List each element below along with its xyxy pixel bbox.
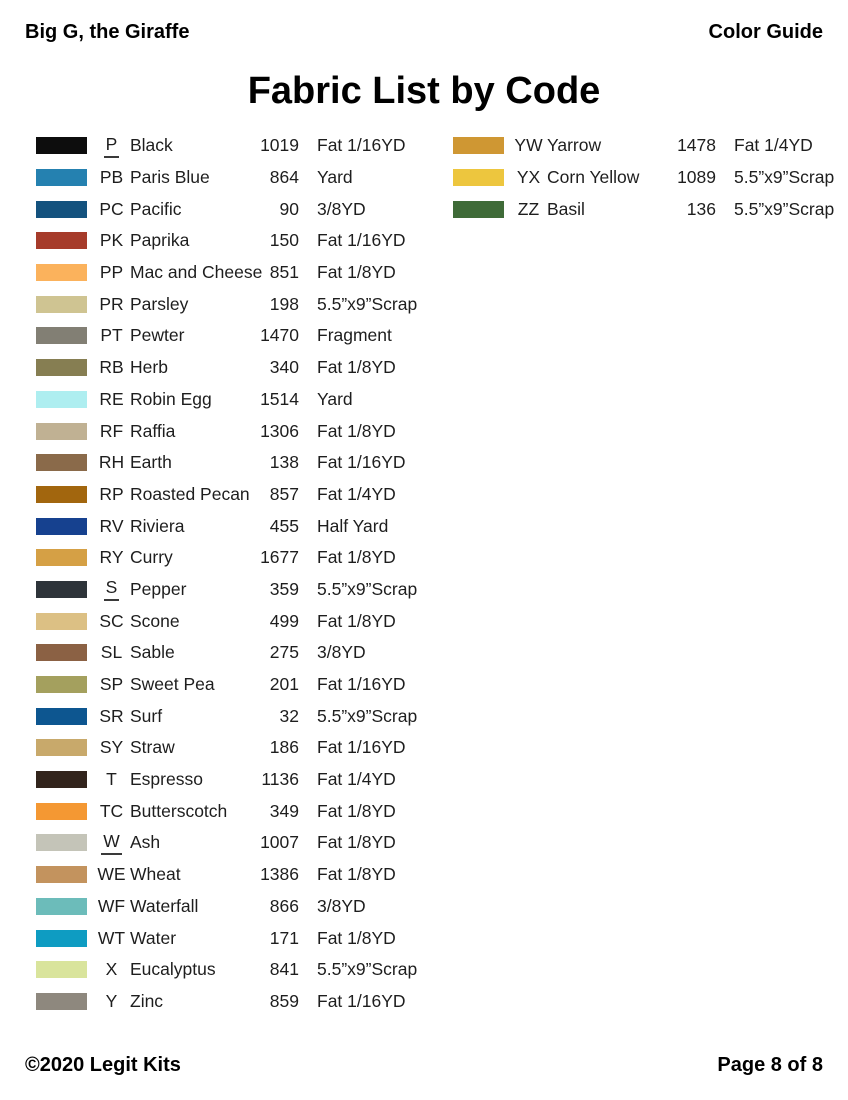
document-subtitle: Color Guide [708, 21, 823, 43]
fabric-number: 1136 [261, 769, 299, 790]
fabric-name: Butterscotch [130, 800, 228, 821]
fabric-name: Earth [130, 452, 172, 473]
fabric-name: Water [130, 927, 177, 948]
fabric-row [36, 479, 417, 511]
copyright-text: ©2020 Legit Kits [25, 1054, 181, 1076]
fabric-row [36, 574, 417, 606]
fabric-amount: 5.5”x9”Scrap [317, 293, 418, 314]
fabric-code: Y [105, 990, 118, 1011]
fabric-row [36, 637, 417, 669]
fabric-number: 1514 [260, 388, 299, 409]
fabric-name: Parsley [130, 293, 189, 314]
fabric-amount: Fat 1/16YD [317, 135, 406, 156]
fabric-code: YX [516, 167, 541, 188]
fabric-amount: 5.5”x9”Scrap [317, 705, 418, 726]
fabric-number: 866 [269, 895, 299, 916]
color-swatch [453, 201, 504, 218]
fabric-name: Curry [130, 547, 173, 568]
fabric-number: 1470 [260, 325, 299, 346]
fabric-row [36, 954, 417, 986]
fabric-number: 1007 [260, 832, 299, 853]
fabric-name: Pacific [130, 198, 182, 219]
fabric-amount: Fat 1/16YD [317, 674, 406, 695]
fabric-amount: Fat 1/4YD [317, 483, 396, 504]
fabric-number: 859 [269, 990, 299, 1011]
document-title: Big G, the Giraffe [25, 21, 190, 43]
fabric-row [36, 130, 417, 162]
fabric-row [36, 700, 417, 732]
color-swatch [36, 739, 87, 756]
fabric-amount: 5.5”x9”Scrap [317, 578, 418, 599]
fabric-amount: Half Yard [317, 515, 389, 536]
fabric-name: Surf [130, 705, 163, 726]
fabric-name: Yarrow [547, 135, 602, 156]
fabric-name: Espresso [130, 769, 203, 790]
fabric-name: Black [130, 135, 173, 156]
fabric-code: RB [99, 357, 124, 378]
fabric-number: 90 [279, 198, 299, 219]
fabric-code: ZZ [517, 198, 540, 219]
fabric-code: PC [99, 198, 124, 219]
color-swatch [36, 454, 87, 471]
color-swatch [36, 834, 87, 851]
fabric-code [95, 577, 128, 601]
fabric-code: YW [514, 135, 543, 156]
fabric-code: RH [98, 452, 125, 473]
fabric-amount: Fat 1/16YD [317, 452, 406, 473]
fabric-name: Corn Yellow [547, 167, 640, 188]
fabric-row [453, 193, 834, 225]
fabric-number: 1677 [260, 547, 299, 568]
fabric-name: Pewter [130, 325, 185, 346]
fabric-amount: 5.5”x9”Scrap [317, 959, 418, 980]
fabric-code: PT [100, 325, 123, 346]
fabric-number: 1019 [260, 135, 299, 156]
color-swatch [453, 137, 504, 154]
fabric-number: 275 [269, 642, 299, 663]
fabric-number: 138 [269, 452, 299, 473]
fabric-name: Herb [130, 357, 168, 378]
fabric-number: 499 [269, 610, 299, 631]
fabric-name: Sweet Pea [130, 674, 215, 695]
fabric-code: WE [97, 864, 126, 885]
fabric-name: Roasted Pecan [130, 483, 250, 504]
fabric-row [36, 605, 417, 637]
fabric-amount: Fat 1/8YD [317, 262, 396, 283]
fabric-row [36, 447, 417, 479]
fabric-number: 1386 [260, 864, 299, 885]
fabric-code-underlined: W [101, 831, 122, 855]
fabric-number: 1478 [677, 135, 716, 156]
fabric-row [36, 669, 417, 701]
fabric-row [36, 859, 417, 891]
fabric-row [36, 225, 417, 257]
fabric-amount: Fat 1/16YD [317, 737, 406, 758]
color-swatch [36, 264, 87, 281]
fabric-code-underlined: P [104, 134, 120, 158]
fabric-amount: Fat 1/16YD [317, 230, 406, 251]
color-swatch [36, 803, 87, 820]
fabric-row [36, 510, 417, 542]
fabric-code: WF [97, 895, 126, 916]
fabric-code: TC [99, 800, 124, 821]
fabric-number: 340 [269, 357, 299, 378]
fabric-number: 359 [269, 578, 299, 599]
color-swatch [36, 327, 87, 344]
fabric-number: 1089 [677, 167, 716, 188]
color-swatch [36, 866, 87, 883]
fabric-code: RP [99, 483, 124, 504]
fabric-amount: Fat 1/4YD [317, 769, 396, 790]
fabric-number: 857 [269, 483, 299, 504]
color-swatch [36, 518, 87, 535]
fabric-amount: Fat 1/8YD [317, 864, 396, 885]
color-swatch [36, 296, 87, 313]
fabric-code: SC [99, 610, 124, 631]
fabric-name: Eucalyptus [130, 959, 216, 980]
fabric-amount: 3/8YD [317, 642, 366, 663]
color-swatch [453, 169, 504, 186]
fabric-row [36, 827, 417, 859]
fabric-code: PK [99, 230, 124, 251]
fabric-amount: Yard [317, 167, 353, 188]
fabric-number: 32 [279, 705, 299, 726]
color-swatch [36, 708, 87, 725]
fabric-amount: Fat 1/8YD [317, 357, 396, 378]
fabric-row [36, 193, 417, 225]
color-swatch [36, 201, 87, 218]
fabric-code: T [106, 769, 117, 790]
fabric-amount: Fat 1/8YD [317, 547, 396, 568]
fabric-number: 186 [269, 737, 299, 758]
fabric-name: Robin Egg [130, 388, 212, 409]
fabric-number: 349 [269, 800, 299, 821]
color-swatch [36, 613, 87, 630]
color-swatch [36, 644, 87, 661]
fabric-name: Basil [547, 198, 585, 219]
fabric-row [36, 795, 417, 827]
fabric-name: Paprika [130, 230, 190, 251]
fabric-amount: Fat 1/4YD [734, 135, 813, 156]
fabric-name: Paris Blue [130, 167, 210, 188]
color-swatch [36, 930, 87, 947]
fabric-name: Zinc [130, 990, 164, 1011]
fabric-code: SY [99, 737, 124, 758]
color-swatch [36, 549, 87, 566]
fabric-name: Riviera [130, 515, 185, 536]
color-swatch [36, 169, 87, 186]
fabric-number: 455 [269, 515, 299, 536]
fabric-code: SP [99, 674, 124, 695]
fabric-code [95, 831, 128, 855]
color-swatch [36, 676, 87, 693]
fabric-name: Mac and Cheese [130, 262, 263, 283]
fabric-amount: 3/8YD [317, 198, 366, 219]
fabric-amount: 5.5”x9”Scrap [734, 167, 835, 188]
fabric-number: 841 [269, 959, 299, 980]
fabric-amount: 5.5”x9”Scrap [734, 198, 835, 219]
page-title: Fabric List by Code [247, 70, 601, 112]
color-swatch [36, 359, 87, 376]
fabric-code: RY [99, 547, 124, 568]
fabric-code: PR [99, 293, 124, 314]
fabric-code: WT [97, 927, 126, 948]
fabric-number: 198 [269, 293, 299, 314]
fabric-row [36, 384, 417, 416]
fabric-code: SL [100, 642, 123, 663]
fabric-code: RV [99, 515, 124, 536]
fabric-name: Waterfall [130, 895, 199, 916]
fabric-code: SR [99, 705, 124, 726]
fabric-amount: Fat 1/16YD [317, 990, 406, 1011]
color-swatch [36, 961, 87, 978]
fabric-name: Sable [130, 642, 175, 663]
fabric-name: Wheat [130, 864, 181, 885]
fabric-row [36, 891, 417, 923]
fabric-row [36, 542, 417, 574]
fabric-amount: Yard [317, 388, 353, 409]
fabric-row [36, 288, 417, 320]
fabric-number: 201 [269, 674, 299, 695]
fabric-amount: Fat 1/8YD [317, 420, 396, 441]
color-swatch [36, 771, 87, 788]
page-number: Page 8 of 8 [717, 1054, 823, 1076]
fabric-number: 171 [269, 927, 299, 948]
color-swatch [36, 486, 87, 503]
color-swatch [36, 391, 87, 408]
fabric-row [36, 986, 417, 1018]
fabric-code: X [105, 959, 118, 980]
fabric-column-right [453, 130, 834, 225]
fabric-number: 851 [269, 262, 299, 283]
fabric-number: 150 [269, 230, 299, 251]
fabric-name: Raffia [130, 420, 176, 441]
color-swatch [36, 423, 87, 440]
fabric-name: Straw [130, 737, 175, 758]
fabric-amount: Fat 1/8YD [317, 832, 396, 853]
fabric-row [36, 257, 417, 289]
fabric-row [453, 162, 834, 194]
color-swatch [36, 581, 87, 598]
fabric-amount: Fat 1/8YD [317, 800, 396, 821]
fabric-amount: Fragment [317, 325, 392, 346]
color-swatch [36, 898, 87, 915]
fabric-column-left [36, 130, 417, 1017]
fabric-row [36, 732, 417, 764]
fabric-amount: 3/8YD [317, 895, 366, 916]
fabric-code-underlined: S [104, 577, 120, 601]
fabric-code [95, 134, 128, 158]
fabric-name: Scone [130, 610, 180, 631]
fabric-amount: Fat 1/8YD [317, 927, 396, 948]
fabric-row [36, 764, 417, 796]
fabric-code: RF [99, 420, 124, 441]
fabric-number: 1306 [260, 420, 299, 441]
fabric-number: 136 [686, 198, 716, 219]
fabric-row [36, 162, 417, 194]
fabric-amount: Fat 1/8YD [317, 610, 396, 631]
fabric-row [36, 922, 417, 954]
fabric-code: RE [99, 388, 124, 409]
fabric-row [36, 320, 417, 352]
fabric-row [453, 130, 834, 162]
fabric-row [36, 352, 417, 384]
fabric-number: 864 [269, 167, 299, 188]
fabric-code: PP [99, 262, 124, 283]
color-swatch [36, 993, 87, 1010]
fabric-row [36, 415, 417, 447]
color-swatch [36, 232, 87, 249]
fabric-name: Ash [130, 832, 161, 853]
color-swatch [36, 137, 87, 154]
fabric-name: Pepper [130, 578, 187, 599]
fabric-code: PB [99, 167, 124, 188]
